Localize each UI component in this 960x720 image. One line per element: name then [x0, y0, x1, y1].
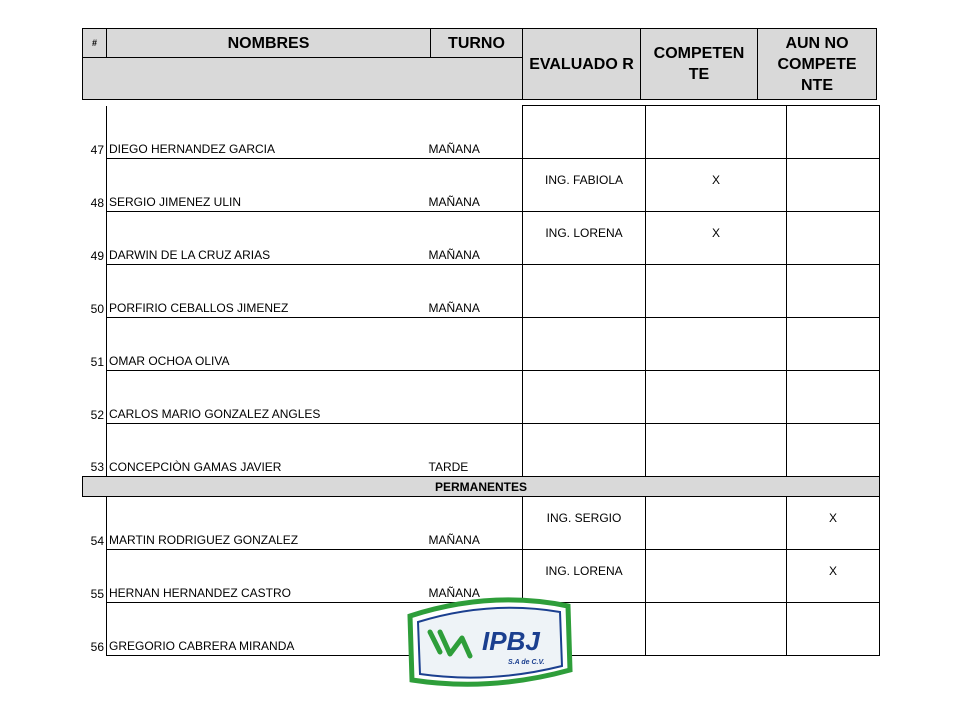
row-turno: MAÑANA [427, 265, 523, 318]
row-competente [646, 424, 787, 477]
row-evaluador: ING. LORENA [523, 212, 646, 265]
row-evaluador [523, 371, 646, 424]
row-aun-no-competente [787, 265, 880, 318]
row-name: DIEGO HERNANDEZ GARCIA [107, 106, 427, 159]
section-row [83, 477, 880, 497]
row-aun-no-competente: X [787, 497, 880, 550]
header-nombres: NOMBRES [106, 28, 431, 58]
row-evaluador: ING. FABIOLA [523, 159, 646, 212]
table-header [82, 28, 877, 100]
row-name: GREGORIO CABRERA MIRANDA [107, 603, 427, 656]
row-name: PORFIRIO CEBALLOS JIMENEZ [107, 265, 427, 318]
logo-text: IPBJ [482, 626, 540, 656]
row-evaluador [523, 424, 646, 477]
table-row [83, 106, 880, 159]
row-number: 48 [83, 159, 107, 212]
header-competente: COMPETEN TE [640, 28, 758, 100]
table-row [83, 550, 880, 603]
row-name: HERNAN HERNANDEZ CASTRO [107, 550, 427, 603]
logo-subtext: S.A de C.V. [508, 659, 545, 666]
header-aun-no-competente: AUN NO COMPETE NTE [757, 28, 877, 100]
header-turno: TURNO [430, 28, 523, 58]
table-row [83, 212, 880, 265]
row-name: CONCEPCIÒN GAMAS JAVIER [107, 424, 427, 477]
row-number: 52 [83, 371, 107, 424]
row-number: 50 [83, 265, 107, 318]
table-row [83, 159, 880, 212]
row-name: DARWIN DE LA CRUZ ARIAS [107, 212, 427, 265]
row-number: 56 [83, 603, 107, 656]
table-row [83, 371, 880, 424]
row-number: 51 [83, 318, 107, 371]
table-row [83, 497, 880, 550]
row-name: CARLOS MARIO GONZALEZ ANGLES [107, 371, 427, 424]
row-competente [646, 265, 787, 318]
row-turno: TARDE [427, 424, 523, 477]
company-logo [400, 596, 580, 692]
row-competente: X [646, 212, 787, 265]
header-evaluador: EVALUADO R [522, 28, 641, 100]
row-turno [427, 371, 523, 424]
row-name: SERGIO JIMENEZ ULIN [107, 159, 427, 212]
logo-graphic [400, 596, 580, 692]
table-row [83, 265, 880, 318]
row-competente [646, 603, 787, 656]
row-turno: MAÑANA [427, 550, 523, 603]
row-number: 53 [83, 424, 107, 477]
row-turno: MAÑANA [427, 106, 523, 159]
row-evaluador: ING. SERGIO [523, 497, 646, 550]
row-evaluador: ING. LORENA [523, 550, 646, 603]
section-label: PERMANENTES [83, 477, 880, 497]
row-evaluador [523, 106, 646, 159]
row-competente [646, 106, 787, 159]
row-name: MARTIN RODRIGUEZ GONZALEZ [107, 497, 427, 550]
row-aun-no-competente [787, 424, 880, 477]
row-number: 47 [83, 106, 107, 159]
row-aun-no-competente [787, 603, 880, 656]
table-row [83, 424, 880, 477]
row-competente [646, 318, 787, 371]
data-table [82, 105, 879, 656]
row-turno: MAÑANA [427, 212, 523, 265]
header-num: # [82, 28, 107, 58]
row-competente [646, 371, 787, 424]
table-row [83, 318, 880, 371]
row-number: 55 [83, 550, 107, 603]
row-competente [646, 497, 787, 550]
header-blank [82, 57, 523, 100]
row-turno: MAÑANA [427, 159, 523, 212]
row-number: 49 [83, 212, 107, 265]
row-evaluador [523, 265, 646, 318]
row-aun-no-competente [787, 106, 880, 159]
row-aun-no-competente [787, 371, 880, 424]
row-aun-no-competente: X [787, 550, 880, 603]
row-number: 54 [83, 497, 107, 550]
row-turno: MAÑANA [427, 497, 523, 550]
row-aun-no-competente [787, 159, 880, 212]
row-competente [646, 550, 787, 603]
row-turno [427, 318, 523, 371]
row-competente: X [646, 159, 787, 212]
row-evaluador [523, 318, 646, 371]
row-name: OMAR OCHOA OLIVA [107, 318, 427, 371]
row-aun-no-competente [787, 318, 880, 371]
row-aun-no-competente [787, 212, 880, 265]
